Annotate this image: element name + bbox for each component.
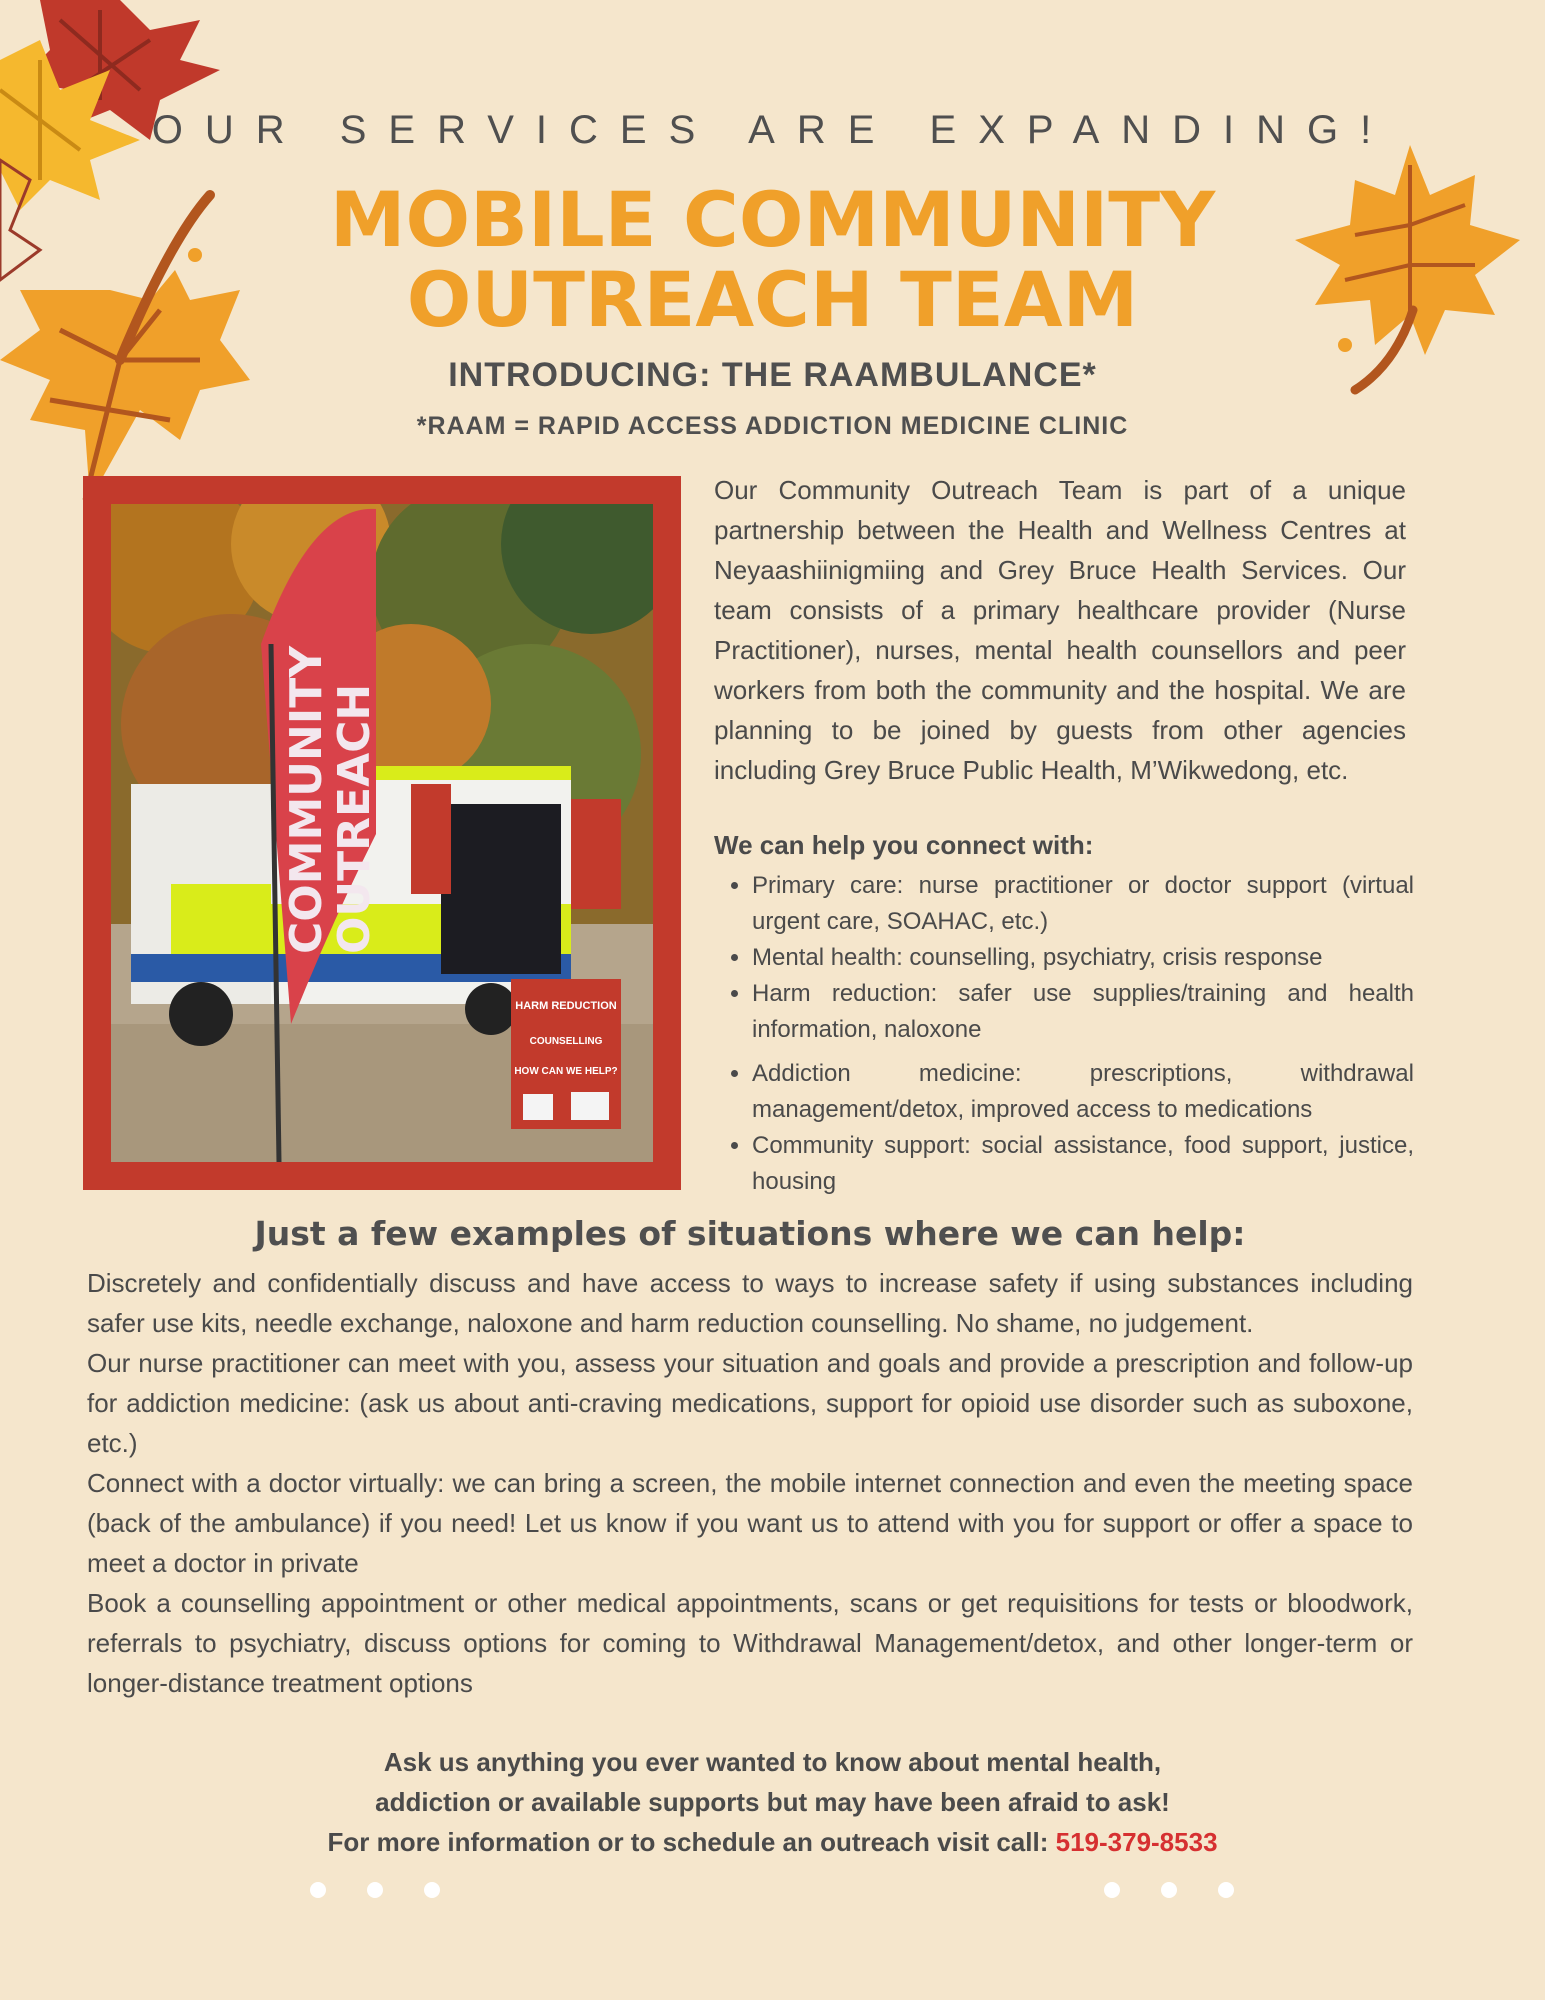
introducing-raambulance: INTRODUCING: THE RAAMBULANCE* — [448, 356, 1097, 394]
list-item: • Harm reduction: safer use supplies/training and health information, naloxone — [752, 976, 1414, 1048]
contact-line — [0, 1822, 1545, 1862]
example-paragraph: Connect with a doctor virtually: we can bring a screen, the mobile internet connection and even the meeting space (back of the ambulance) if you need! Let us know if you want us to attend with you for support or offer a space to meet a doctor in private — [87, 1468, 1413, 1578]
list-item: • Primary care: nurse practitioner or doctor support (virtual urgent care, SOAHAC, etc.) — [752, 868, 1414, 940]
example-paragraph: Book a counselling appointment or other medical appointments, scans or get requisitions for tests or bloodwork, referrals to psychiatry, discuss options for coming to Withdrawal Management/detox, and other longer-term or longer-distance treatment options — [87, 1588, 1413, 1698]
decorative-dot — [1218, 1882, 1234, 1898]
sign-counselling-text: COUNSELLING — [529, 1036, 603, 1047]
flag-text-outreach: OUTREACH — [329, 683, 380, 954]
phone-number-link[interactable]: 519-379-8533 — [1055, 1827, 1218, 1857]
decorative-dot — [424, 1882, 440, 1898]
help-connect-heading: We can help you connect with: — [714, 830, 1094, 860]
page-title-line-2: OUTREACH TEAM — [406, 255, 1139, 344]
sign-title-text: HARM REDUCTION — [515, 1000, 617, 1012]
help-services-list — [714, 868, 1414, 1200]
example-paragraph: Discretely and confidentially discuss and have access to ways to increase safety if using substances including safer use kits, needle exchange, naloxone and harm reduction counselling. No shame, no judgement. — [87, 1268, 1413, 1338]
decorative-dot — [367, 1882, 383, 1898]
contact-prompt: For more information or to schedule an outreach visit call: — [327, 1827, 1049, 1857]
decorative-dot — [310, 1882, 326, 1898]
list-item: • Addiction medicine: prescriptions, withdrawal management/detox, improved access to medications — [752, 1056, 1414, 1128]
services-expanding-kicker: OUR SERVICES ARE EXPANDING! — [151, 108, 1394, 152]
raam-definition-note: *RAAM = RAPID ACCESS ADDICTION MEDICINE CLINIC — [416, 412, 1129, 440]
team-description: Our Community Outreach Team is part of a unique partnership between the Health and Wellness Centres at Neyaashiinigmiing and Grey Bruce Health Services. Our team consists of a primary healthcare provider (Nurse Practitioner), nurses, mental health counsellors and peer workers from both the community and the hospital. We are planning to be joined by guests from other agencies including Grey Bruce Public Health, M’Wikwedong, etc. — [714, 475, 1406, 785]
example-paragraph: Our nurse practitioner can meet with you, assess your situation and goals and provide a prescription and follow-up for addiction medicine: (ask us about anti-craving medications, support for opioid use disorder such as suboxone, etc.) — [87, 1348, 1413, 1458]
flag-text-community: COMMUNITY — [281, 645, 332, 954]
list-item: • Community support: social assistance, food support, justice, housing — [752, 1128, 1414, 1200]
list-item: • Mental health: counselling, psychiatry, crisis response — [752, 940, 1414, 976]
closing-line-2: addiction or available supports but may have been afraid to ask! — [375, 1787, 1170, 1817]
raambulance-photo — [111, 504, 653, 1162]
examples-heading: Just a few examples of situations where we can help: — [254, 1214, 1246, 1253]
sign-question-text: HOW CAN WE HELP? — [514, 1066, 618, 1077]
examples-body — [87, 1263, 1413, 1703]
closing-callout — [0, 1742, 1545, 1862]
closing-line-1: Ask us anything you ever wanted to know about mental health, — [383, 1747, 1162, 1777]
page-title-line-1: MOBILE COMMUNITY — [329, 175, 1216, 264]
photo-frame — [83, 476, 681, 1190]
decorative-dot — [1161, 1882, 1177, 1898]
decorative-dot — [1104, 1882, 1120, 1898]
